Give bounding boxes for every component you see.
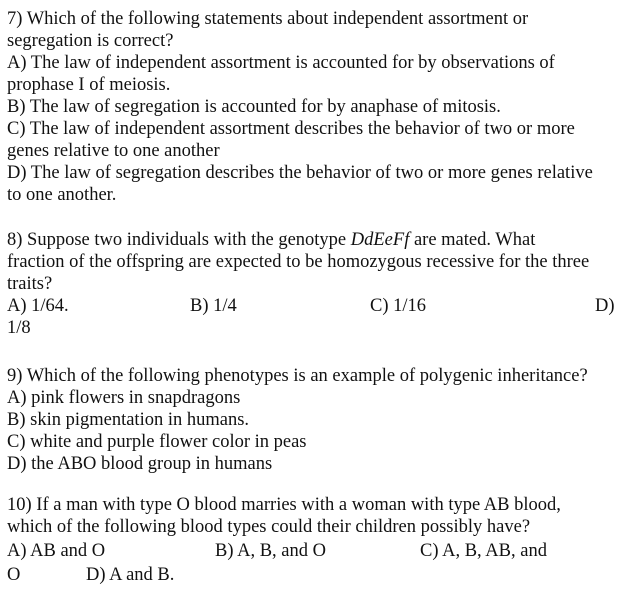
question-7-option-c: C) The law of independent assortment describes the behavior of two or more	[7, 119, 575, 139]
question-9-option-c: C) white and purple flower color in peas	[7, 432, 307, 452]
question-7-option-b: B) The law of segregation is accounted for by anaphase of mitosis.	[7, 97, 501, 117]
question-8-option-d: D)	[595, 296, 615, 316]
question-10-stem: which of the following blood types could their children possibly have?	[7, 517, 531, 537]
question-8-option-c: C) 1/16	[370, 296, 427, 316]
question-7-option-d: to one another.	[7, 185, 117, 205]
question-8-stem: fraction of the offspring are expected to be homozygous recessive for the three	[7, 252, 590, 272]
stem-text: 8) Suppose two individuals with the genotype	[7, 230, 351, 250]
question-10-option-a: A) AB and O	[7, 541, 106, 561]
question-8-option-d-value: 1/8	[7, 318, 31, 338]
genotype: DdEeFf	[350, 230, 410, 250]
question-8-option-a: A) 1/64.	[7, 296, 69, 316]
question-7-option-a: A) The law of independent assortment is accounted for by observations of	[7, 53, 555, 73]
question-7-stem: segregation is correct?	[7, 31, 174, 51]
question-7-option-d: D) The law of segregation describes the behavior of two or more genes relative	[7, 163, 593, 183]
question-8-stem: traits?	[7, 274, 53, 294]
question-10-stem: 10) If a man with type O blood marries with a woman with type AB blood,	[7, 495, 561, 515]
question-8-stem	[7, 229, 535, 251]
question-9-option-b: B) skin pigmentation in humans.	[7, 410, 250, 430]
question-10-option-d: D) A and B.	[86, 565, 175, 585]
question-8-option-b: B) 1/4	[190, 296, 237, 316]
question-9-option-a: A) pink flowers in snapdragons	[7, 388, 241, 408]
question-9-option-d: D) the ABO blood group in humans	[7, 454, 273, 474]
question-10-option-c: C) A, B, AB, and	[420, 541, 547, 561]
question-9-stem: 9) Which of the following phenotypes is an example of polygenic inheritance?	[7, 366, 588, 386]
question-7-option-c: genes relative to one another	[7, 141, 220, 161]
question-10-option-c-cont: O	[7, 565, 21, 585]
question-7-stem: 7) Which of the following statements about independent assortment or	[7, 9, 529, 29]
stem-text: are mated. What	[409, 230, 536, 250]
question-10-option-b: B) A, B, and O	[215, 541, 326, 561]
question-7-option-a: prophase I of meiosis.	[7, 75, 171, 95]
